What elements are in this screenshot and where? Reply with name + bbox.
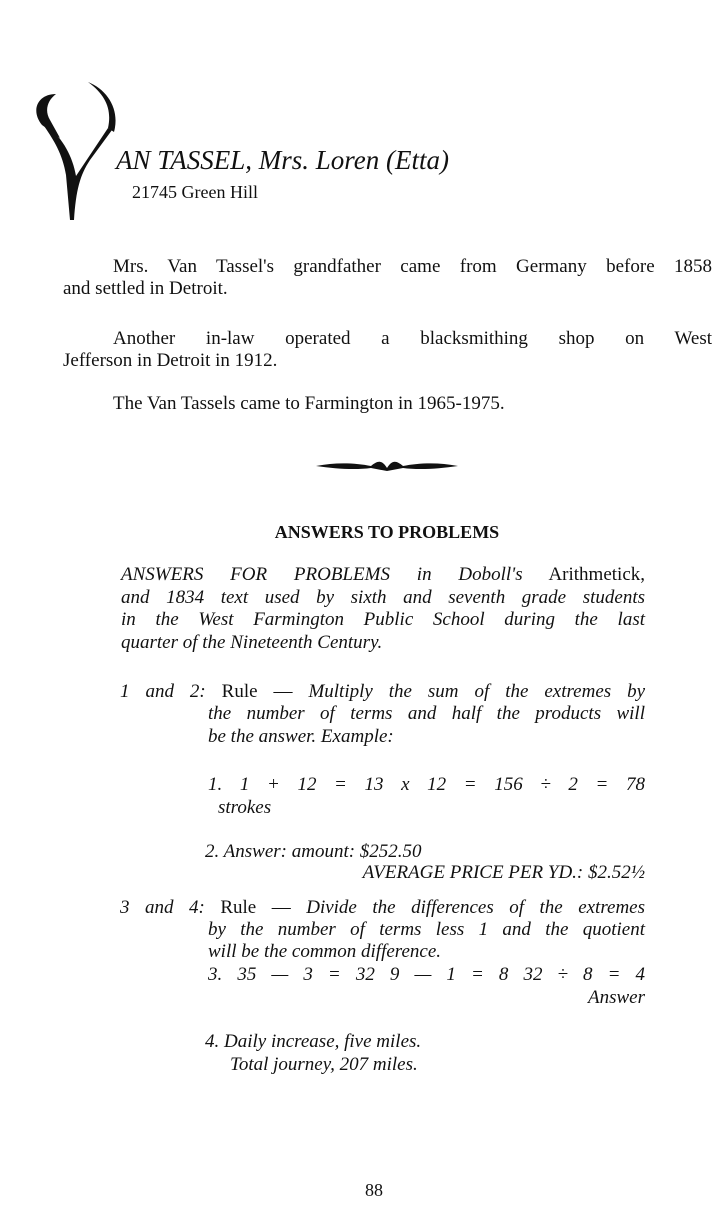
intro-line-3: in the West Farmington Public School during the last xyxy=(121,609,645,630)
rule-word: Rule — xyxy=(221,681,293,702)
example-2-line-1: 2. Answer: amount: $252.50 xyxy=(205,841,422,862)
section-divider-ornament xyxy=(316,458,458,474)
answers-heading: ANSWERS TO PROBLEMS xyxy=(274,522,500,542)
intro-line-1 xyxy=(121,564,645,586)
example-2-line-2: AVERAGE PRICE PER YD.: $2.52½ xyxy=(362,862,645,883)
page-number: 88 xyxy=(365,1180,383,1200)
rule-12-text: Multiply the sum of the extremes by xyxy=(308,681,646,702)
drop-cap-v-ornament xyxy=(28,80,128,220)
paragraph-1-line-2: and settled in Detroit. xyxy=(63,278,228,299)
intro-roman: Arithmetick, xyxy=(548,564,646,585)
paragraph-1-line-1: Mrs. Van Tassel's grandfather came from Germany before 1858 xyxy=(113,256,712,277)
entry-surname: AN TASSEL, xyxy=(116,145,253,175)
paragraph-2-line-2: Jefferson in Detroit in 1912. xyxy=(63,350,278,371)
rule-34-text: Divide the differences of the extremes xyxy=(306,897,646,918)
intro-italic: ANSWERS FOR PROBLEMS in Doboll's xyxy=(121,564,523,585)
paragraph-2-line-1: Another in-law operated a blacksmithing shop on West xyxy=(113,328,712,349)
rule-word: Rule — xyxy=(220,897,291,918)
entry-title xyxy=(116,144,449,176)
rule-12-label: 1 and 2: xyxy=(120,681,206,702)
example-4-line-2: Total journey, 207 miles. xyxy=(230,1054,418,1075)
example-3-line-1: 3. 35 — 3 = 32 9 — 1 = 8 32 ÷ 8 = 4 xyxy=(208,964,645,985)
example-3-answer: Answer xyxy=(588,987,645,1008)
example-1-line-1: 1. 1 + 12 = 13 x 12 = 156 ÷ 2 = 78 xyxy=(208,774,645,795)
rule-12-line-2: the number of terms and half the products will xyxy=(208,703,645,724)
intro-line-2: and 1834 text used by sixth and seventh grade students xyxy=(121,587,645,608)
rule-34-line-1 xyxy=(120,897,645,919)
paragraph-3: The Van Tassels came to Farmington in 1965-1975. xyxy=(113,393,505,414)
example-4-line-1: 4. Daily increase, five miles. xyxy=(205,1031,422,1052)
entry-address: 21745 Green Hill xyxy=(132,182,258,202)
rule-12-line-3: be the answer. Example: xyxy=(208,726,394,747)
example-1-line-2: strokes xyxy=(218,797,272,818)
rule-12-line-1 xyxy=(120,681,645,703)
rule-34-label: 3 and 4: xyxy=(120,897,205,918)
rule-34-line-2: by the number of terms less 1 and the quotient xyxy=(208,919,645,940)
rule-34-line-3: will be the common difference. xyxy=(208,941,442,962)
entry-given-name: Mrs. Loren (Etta) xyxy=(258,145,450,175)
intro-line-4: quarter of the Nineteenth Century. xyxy=(121,632,383,653)
